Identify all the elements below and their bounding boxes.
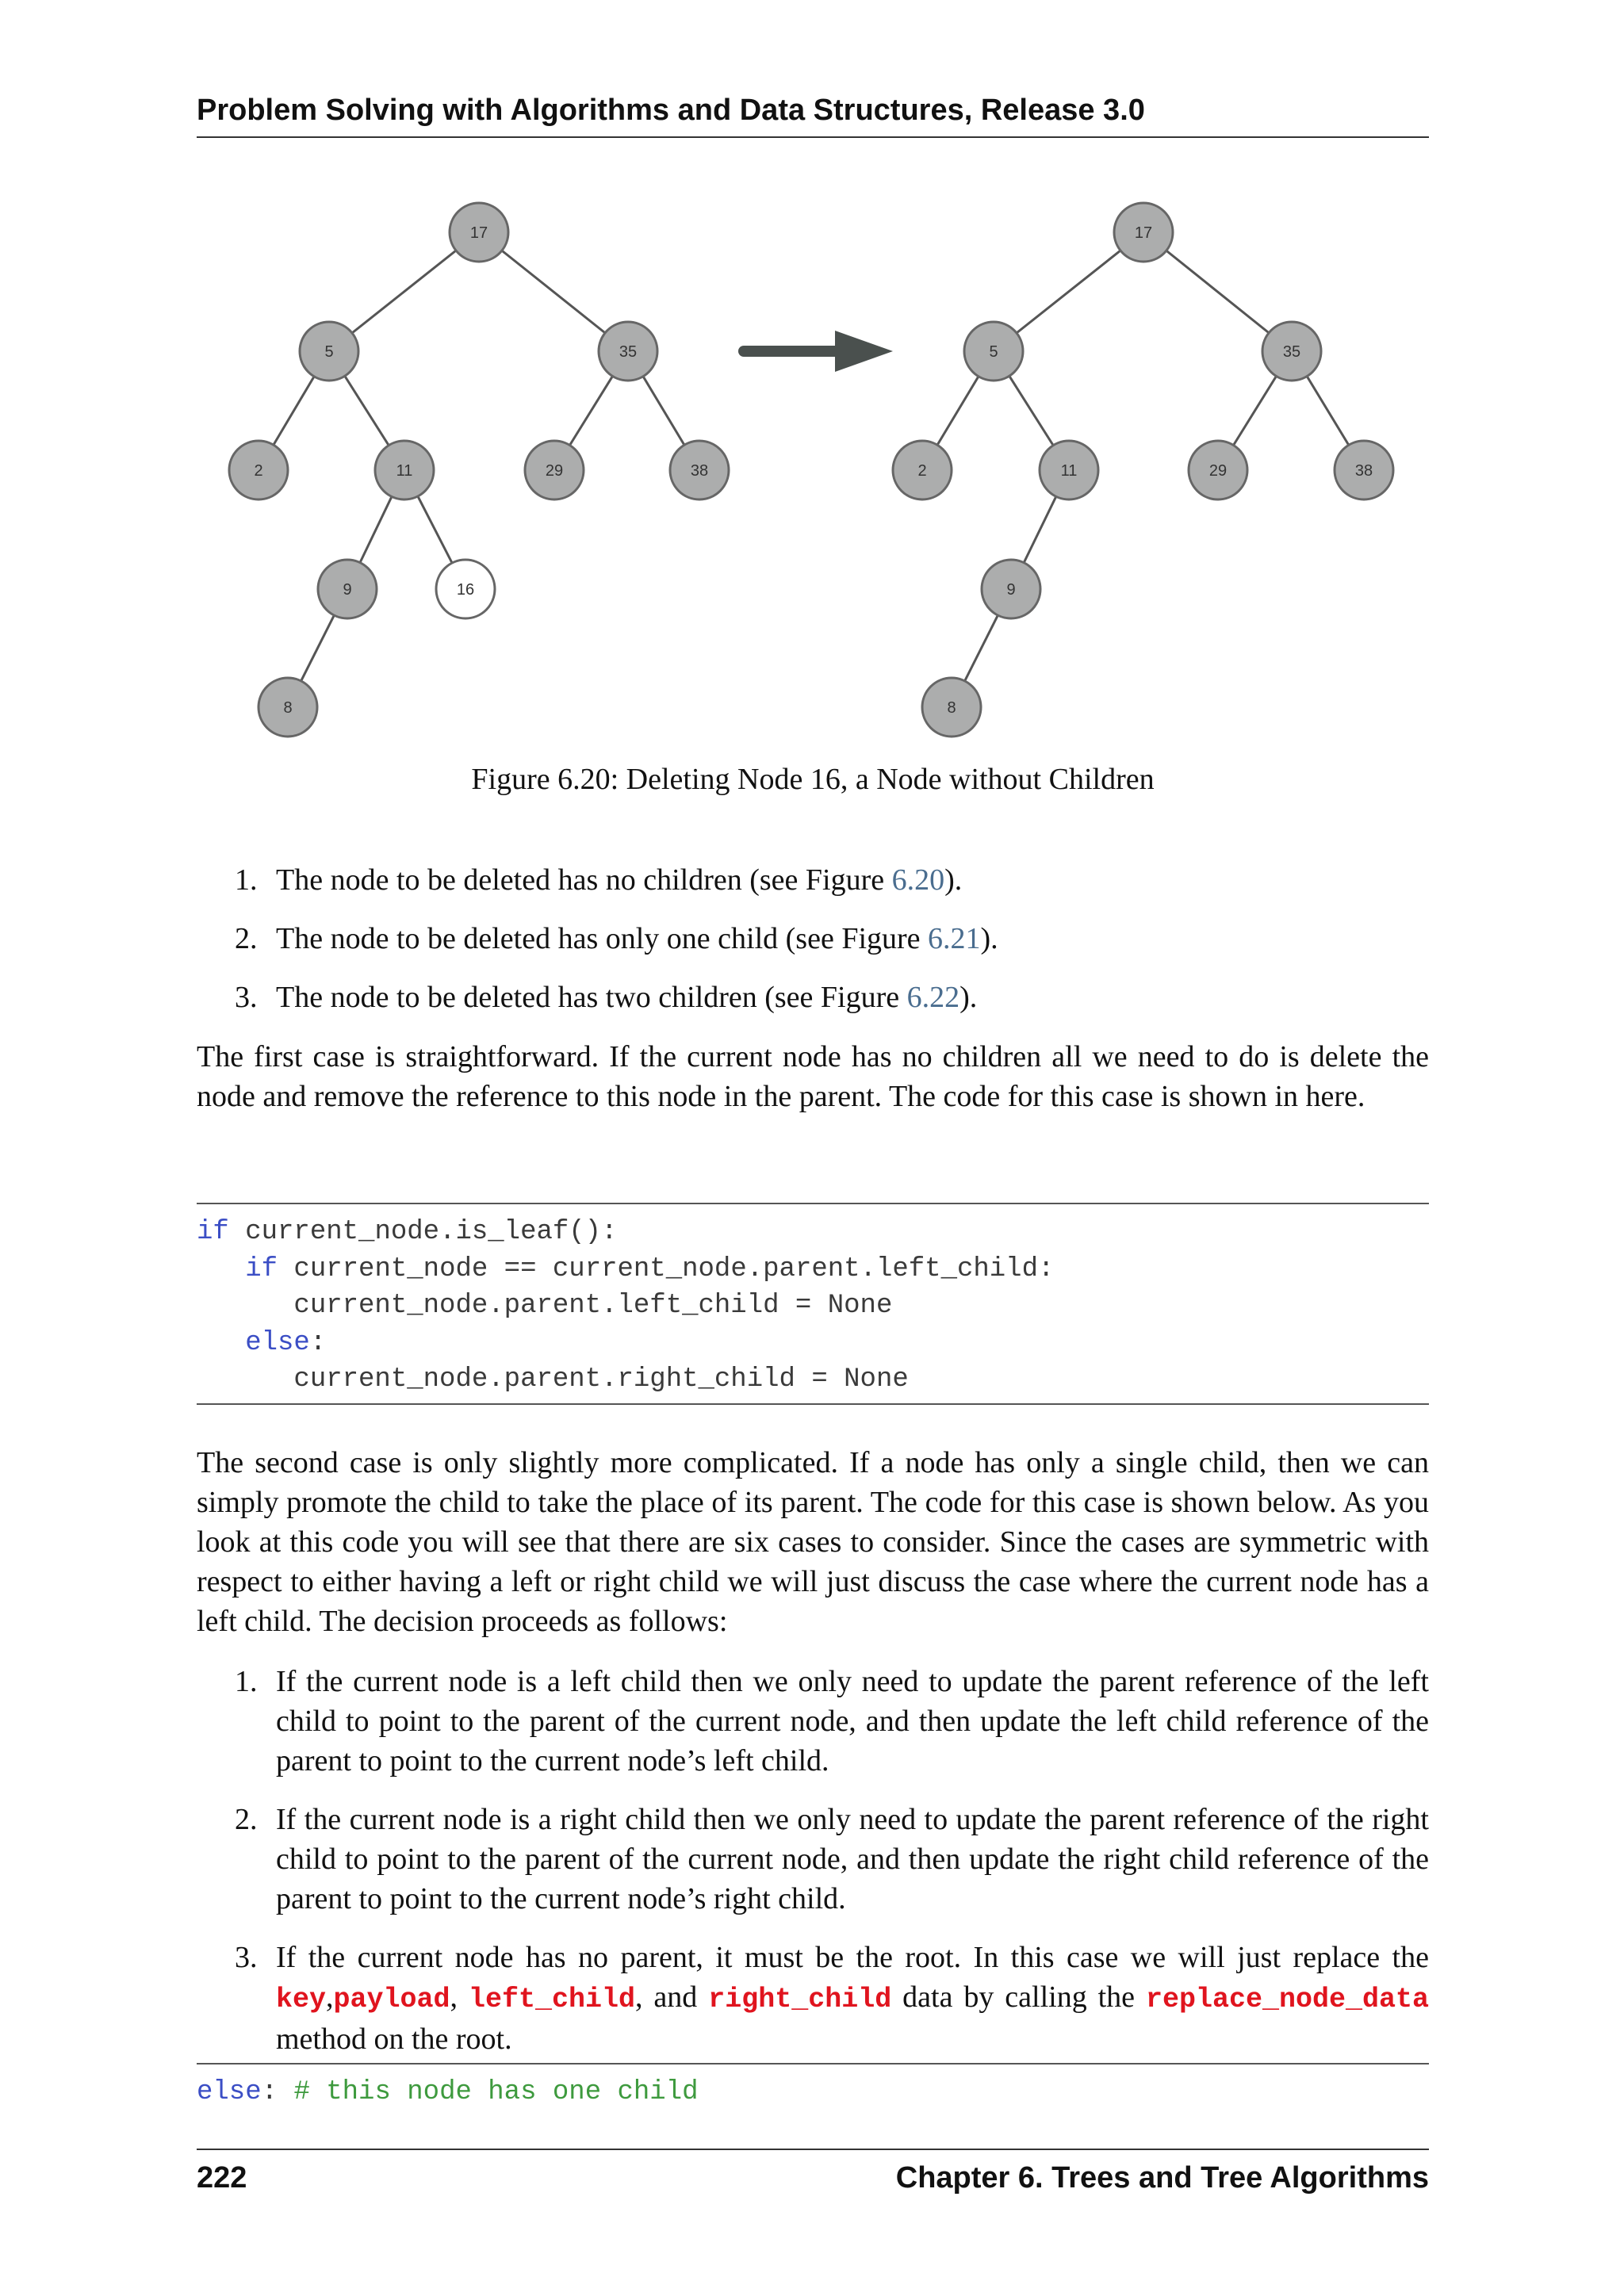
tree-node (318, 560, 377, 618)
running-header (197, 89, 1429, 138)
figure-link[interactable]: 6.21 (928, 922, 981, 955)
code-line (197, 1325, 1429, 1362)
paragraph-second-case: The second case is only slightly more complicated. If a node has only a single child, then we can simply promote the child to take the place of its parent. The code for this case is shown below. As you look at this code you will see that there are six cases to consider. Since the cases are symmetric with respect to either having a left or right child we will just discuss the case where the current node has a left child. The decision proceeds as follows: (197, 1446, 1429, 1638)
code-keyword: if (197, 1217, 229, 1247)
page (197, 0, 1429, 2296)
node-label: 29 (545, 462, 564, 480)
tree-node (922, 678, 981, 737)
caption-prefix: Figure 6.20: Deleting Node (471, 763, 810, 796)
caption-node-number: 16 (810, 763, 841, 796)
list-item (197, 1938, 1429, 2059)
inline-code: right_child (708, 1984, 892, 2015)
tree-node (259, 678, 317, 737)
list-item (197, 860, 1429, 900)
left-tree-edges (259, 232, 699, 707)
list-number: 1. (235, 863, 258, 897)
list-number: 3. (235, 1941, 258, 1974)
list-text: If the current node has no parent, it must be the root. In this case we will just replace the (276, 1941, 1429, 1974)
paragraph-first-case: The first case is straightforward. If the current node has no children all we need to do is delete the node and remove the reference to this node in the parent. The code for this case is shown in here. (197, 1040, 1429, 1113)
deletion-cases-list (197, 860, 1429, 1017)
right-arrow-icon (744, 331, 893, 372)
code-keyword: else (245, 1327, 310, 1358)
list-number: 1. (235, 1665, 258, 1698)
node-label: 9 (1006, 581, 1016, 599)
tree-node (1262, 322, 1321, 381)
tree-node-deleted (436, 560, 495, 618)
figure-link[interactable]: 6.20 (891, 863, 945, 897)
node-label: 11 (1060, 462, 1078, 480)
list-text: , (450, 1980, 469, 2014)
list-number: 3. (235, 981, 258, 1014)
figure-6-20 (197, 186, 1429, 757)
list-text-end: ). (980, 922, 998, 955)
list-text: , and (635, 1980, 709, 2014)
tree-node (893, 441, 952, 499)
figure-link[interactable]: 6.22 (906, 981, 960, 1014)
list-item (197, 1800, 1429, 1919)
caption-suffix: , a Node without Children (840, 763, 1155, 796)
node-label: 11 (396, 462, 413, 480)
list-item (197, 978, 1429, 1017)
code-text: current_node.is_leaf(): (228, 1217, 618, 1247)
right-tree-edges (922, 232, 1364, 707)
decision-list (197, 1662, 1429, 2059)
tree-node (1189, 441, 1247, 499)
tree-node (525, 441, 584, 499)
node-label: 17 (1134, 224, 1153, 242)
list-number: 2. (235, 1803, 258, 1836)
code-indent (197, 1254, 245, 1284)
tree-node (375, 441, 434, 499)
running-footer (197, 2149, 1429, 2198)
inline-code: left_child (468, 1984, 636, 2015)
tree-node (1114, 203, 1173, 262)
node-label: 8 (947, 699, 956, 717)
node-label: 38 (1354, 462, 1373, 480)
list-item (197, 919, 1429, 959)
tree-node (229, 441, 288, 499)
code-text: : (261, 2077, 294, 2107)
code-indent (197, 1328, 245, 1358)
node-label: 2 (254, 462, 263, 480)
code-line (197, 1214, 1429, 1251)
page-number: 222 (197, 2161, 247, 2195)
list-text-end: ). (944, 863, 963, 897)
book-title: Problem Solving with Algorithms and Data Structures, Release 3.0 (197, 94, 1145, 127)
tree-node (670, 441, 729, 499)
code-block-leaf (197, 1203, 1429, 1405)
node-label: 9 (343, 581, 352, 599)
code-line: current_node.parent.left_child = None (197, 1291, 893, 1321)
code-keyword: else (197, 2077, 262, 2107)
list-item (197, 1662, 1429, 1781)
list-text: If the current node is a right child then we only need to update the parent reference of the right child to point to the parent of the current node, and then update the right child reference of the parent to point to the current node’s right child. (276, 1803, 1429, 1915)
tree-node (599, 322, 657, 381)
list-text: The node to be deleted has only one child (see Figure (276, 922, 929, 955)
list-text: The node to be deleted has two children (see Figure (276, 981, 907, 1014)
code-line (197, 1251, 1429, 1288)
list-text: The node to be deleted has no children (see Figure (276, 863, 892, 897)
list-number: 2. (235, 922, 258, 955)
node-label: 8 (283, 699, 293, 717)
code-line: current_node.parent.right_child = None (197, 1364, 909, 1395)
node-label: 2 (917, 462, 927, 480)
node-label: 5 (324, 343, 334, 361)
node-label: 5 (989, 343, 998, 361)
code-keyword: if (245, 1253, 278, 1284)
inline-code: key (276, 1984, 327, 2015)
right-tree-nodes (893, 203, 1393, 737)
code-line (197, 2074, 1429, 2111)
tree-deletion-diagram (197, 186, 1429, 757)
tree-node (1040, 441, 1098, 499)
code-block-one-child (197, 2063, 1429, 2110)
node-label: 16 (456, 581, 475, 599)
node-label: 35 (1282, 343, 1301, 361)
code-text: : (309, 1327, 327, 1358)
node-label: 29 (1208, 462, 1228, 480)
tree-node (1335, 441, 1393, 499)
tree-node (450, 203, 508, 262)
list-text: method on the root. (276, 2022, 512, 2056)
code-comment: # this node has one child (293, 2077, 699, 2107)
list-text: If the current node is a left child then we only need to update the parent reference of the left child to point to the parent of the current node, and then update the left child reference of the parent to point to the current node’s left child. (276, 1665, 1429, 1777)
list-text: data by calling the (891, 1980, 1146, 2014)
tree-node (300, 322, 358, 381)
node-label: 38 (690, 462, 709, 480)
chapter-title: Chapter 6. Trees and Tree Algorithms (895, 2161, 1429, 2195)
node-label: 17 (469, 224, 488, 242)
left-tree-nodes (229, 203, 729, 737)
tree-node (982, 560, 1040, 618)
code-text: current_node == current_node.parent.left_child: (278, 1253, 1055, 1284)
tree-node (964, 322, 1023, 381)
list-text-end: ). (959, 981, 978, 1014)
node-label: 35 (619, 343, 638, 361)
figure-caption (197, 760, 1429, 799)
inline-code: replace_node_data (1145, 1984, 1430, 2015)
inline-code: payload (333, 1984, 450, 2015)
list-text: , (326, 1980, 334, 2014)
